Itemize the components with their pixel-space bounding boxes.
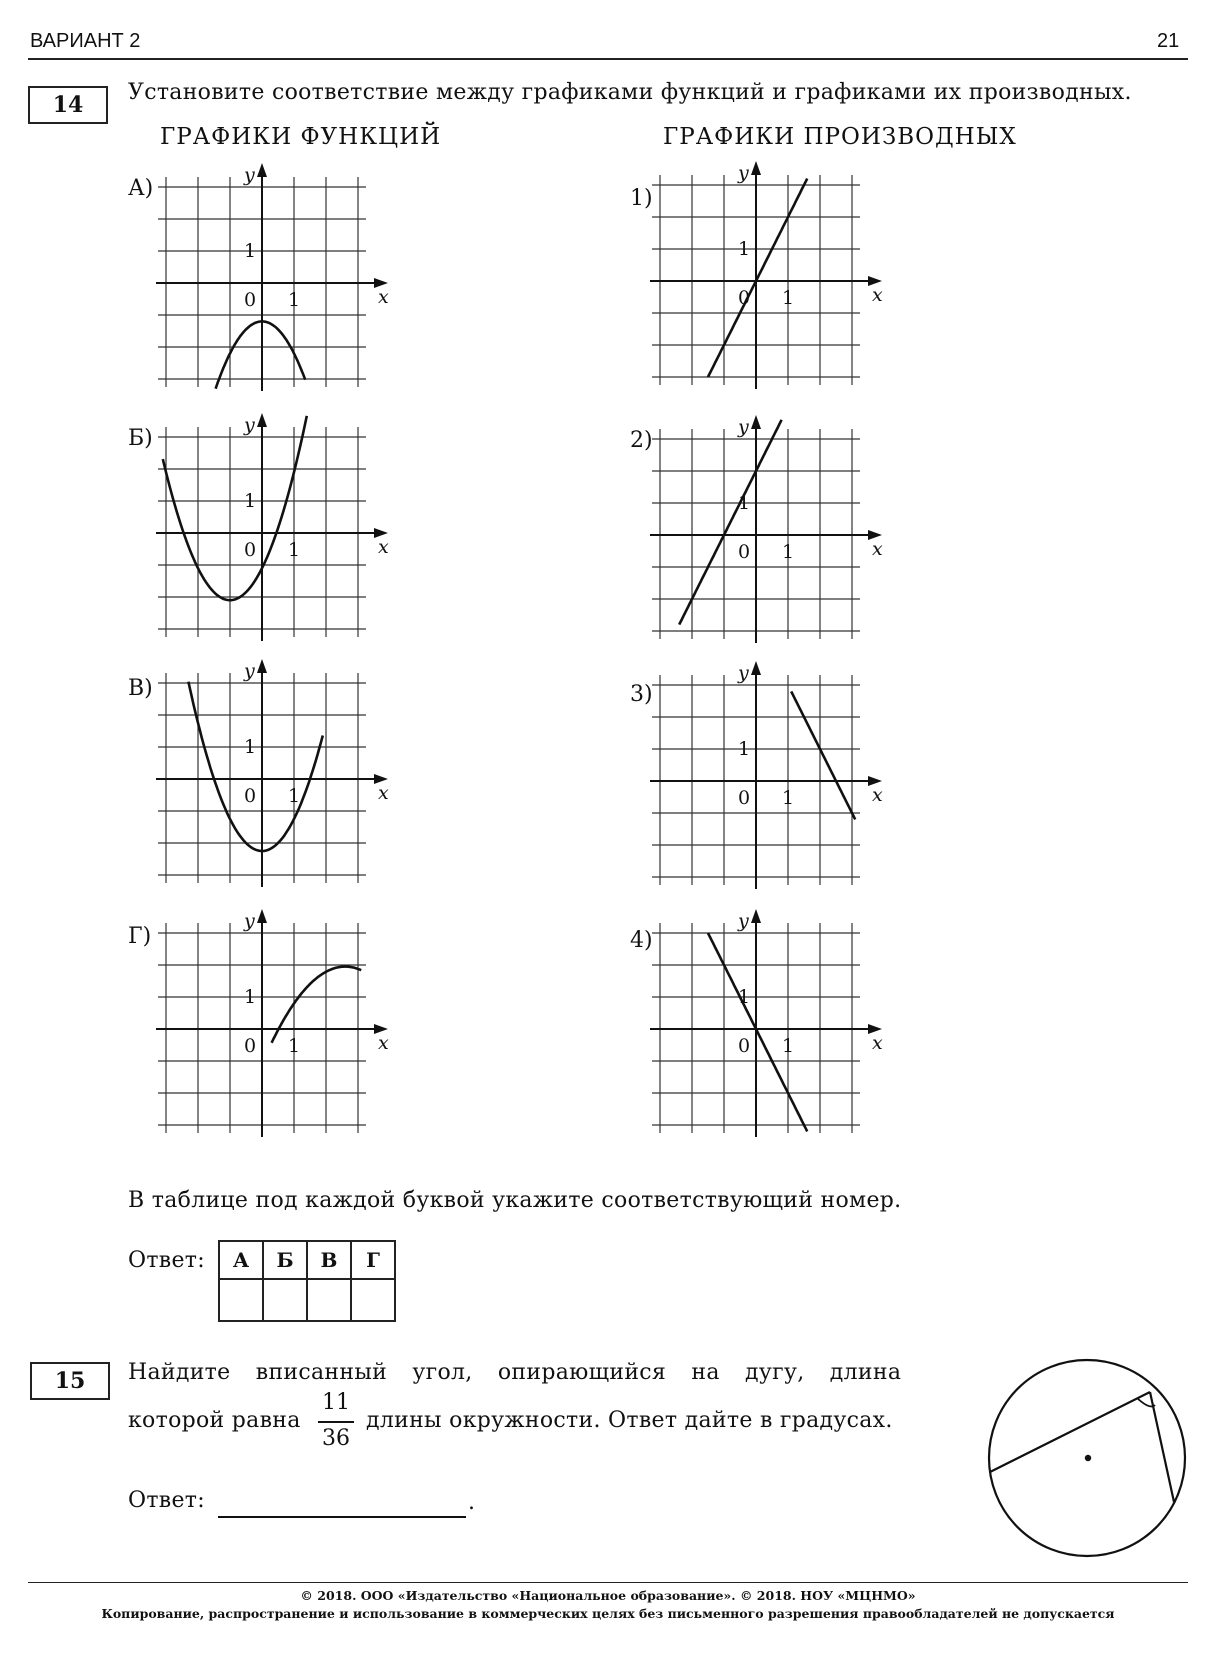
circle-center-dot bbox=[1085, 1455, 1091, 1461]
fraction-denominator: 36 bbox=[322, 1426, 350, 1451]
page-number: 21 bbox=[1157, 30, 1180, 52]
y-tick-label-one: 1 bbox=[244, 986, 257, 1008]
y-tick-label-one: 1 bbox=[738, 738, 751, 760]
y-tick-label-one: 1 bbox=[244, 240, 257, 262]
y-axis-label: y bbox=[244, 414, 255, 436]
graph-derivative-3 bbox=[656, 662, 896, 898]
y-axis-label: y bbox=[738, 662, 749, 684]
task15-answer-field[interactable] bbox=[218, 1514, 466, 1518]
origin-label: 0 bbox=[738, 541, 751, 563]
derivative-label-1: 1) bbox=[630, 186, 653, 211]
function-curve bbox=[791, 691, 855, 819]
origin-label: 0 bbox=[244, 1035, 257, 1057]
x-tick-label-one: 1 bbox=[288, 785, 301, 807]
function-label-a: А) bbox=[128, 176, 154, 201]
y-tick-label-one: 1 bbox=[738, 492, 751, 514]
answer-table-header-a: А bbox=[219, 1241, 263, 1279]
derivative-label-3: 3) bbox=[630, 682, 653, 707]
function-curve bbox=[708, 179, 807, 377]
x-tick-label-one: 1 bbox=[288, 1035, 301, 1057]
answer-table-header-b: Б bbox=[263, 1241, 307, 1279]
task15-text-line2-after: длины окружности. Ответ дайте в градусах. bbox=[366, 1408, 893, 1433]
task15-answer-label: Ответ: bbox=[128, 1488, 205, 1513]
origin-label: 0 bbox=[738, 1035, 751, 1057]
graph-derivative-1 bbox=[656, 162, 896, 398]
y-axis-label: y bbox=[738, 162, 749, 184]
graph-function-b bbox=[162, 414, 402, 650]
x-tick-label-one: 1 bbox=[782, 787, 795, 809]
origin-label: 0 bbox=[738, 287, 751, 309]
x-tick-label-one: 1 bbox=[782, 541, 795, 563]
y-axis-label: y bbox=[738, 910, 749, 932]
answer-table-header-g: Г bbox=[351, 1241, 395, 1279]
task14-prompt: Установите соответствие между графиками функций и графиками их производных. bbox=[128, 80, 1132, 105]
answer-table-header-v: В bbox=[307, 1241, 351, 1279]
x-axis-label: x bbox=[378, 536, 389, 558]
y-axis-label: y bbox=[244, 660, 255, 682]
origin-label: 0 bbox=[244, 539, 257, 561]
y-axis-arrow bbox=[751, 909, 761, 923]
x-axis-label: x bbox=[378, 1032, 389, 1054]
variant-label: ВАРИАНТ 2 bbox=[30, 30, 141, 52]
answer-cell-a[interactable] bbox=[219, 1279, 263, 1321]
task15-text-line1: Найдите вписанный угол, опирающийся на дугу, длина bbox=[128, 1360, 902, 1385]
function-curve bbox=[188, 682, 322, 851]
task14-instruction: В таблице под каждой буквой укажите соответствующий номер. bbox=[128, 1188, 902, 1213]
origin-label: 0 bbox=[738, 787, 751, 809]
function-label-v: В) bbox=[128, 676, 153, 701]
inscribed-angle-figure bbox=[982, 1358, 1192, 1568]
origin-label: 0 bbox=[244, 785, 257, 807]
fraction-numerator: 11 bbox=[322, 1390, 350, 1415]
y-axis-arrow bbox=[257, 659, 267, 673]
graph-function-g bbox=[162, 910, 402, 1146]
answer-cell-b[interactable] bbox=[263, 1279, 307, 1321]
answer-table bbox=[218, 1240, 396, 1322]
task15-text-line2-before: которой равна bbox=[128, 1408, 301, 1433]
derivative-label-2: 2) bbox=[630, 428, 653, 453]
function-curve bbox=[679, 420, 781, 625]
x-axis-label: x bbox=[872, 538, 883, 560]
y-tick-label-one: 1 bbox=[244, 490, 257, 512]
graph-derivative-2 bbox=[656, 416, 896, 652]
y-axis-label: y bbox=[244, 910, 255, 932]
y-tick-label-one: 1 bbox=[738, 238, 751, 260]
task14-answer-label: Ответ: bbox=[128, 1248, 205, 1273]
x-axis-label: x bbox=[872, 284, 883, 306]
graph-derivative-4 bbox=[656, 910, 896, 1146]
task15-answer-period: . bbox=[468, 1490, 476, 1515]
y-axis-label: y bbox=[244, 164, 255, 186]
graph-function-a bbox=[162, 164, 402, 400]
derivatives-heading: ГРАФИКИ ПРОИЗВОДНЫХ bbox=[663, 124, 1017, 150]
x-tick-label-one: 1 bbox=[782, 287, 795, 309]
function-label-g: Г) bbox=[128, 924, 152, 949]
fraction-bar bbox=[318, 1421, 354, 1423]
x-axis-label: x bbox=[378, 782, 389, 804]
footer-rule bbox=[28, 1582, 1188, 1583]
x-axis-label: x bbox=[872, 1032, 883, 1054]
footer-copyright: © 2018. ООО «Издательство «Национальное образование». © 2018. НОУ «МЦНМО» bbox=[300, 1588, 916, 1603]
task15-number-box: 15 bbox=[30, 1362, 110, 1400]
footer-notice: Копирование, распространение и использование в коммерческих целях без письменного разрешения правообладателей не допускается bbox=[101, 1606, 1115, 1621]
function-curve bbox=[708, 933, 807, 1131]
task14-number-box: 14 bbox=[28, 86, 108, 124]
header-rule bbox=[28, 58, 1188, 60]
graph-function-v bbox=[162, 660, 402, 896]
x-tick-label-one: 1 bbox=[782, 1035, 795, 1057]
x-tick-label-one: 1 bbox=[288, 289, 301, 311]
y-axis-arrow bbox=[751, 661, 761, 675]
function-curve bbox=[163, 416, 307, 600]
answer-cell-v[interactable] bbox=[307, 1279, 351, 1321]
y-axis-label: y bbox=[738, 416, 749, 438]
answer-cell-g[interactable] bbox=[351, 1279, 395, 1321]
function-curve bbox=[272, 967, 362, 1043]
y-tick-label-one: 1 bbox=[738, 986, 751, 1008]
function-label-b: Б) bbox=[128, 426, 153, 451]
origin-label: 0 bbox=[244, 289, 257, 311]
y-axis-arrow bbox=[257, 909, 267, 923]
y-tick-label-one: 1 bbox=[244, 736, 257, 758]
functions-heading: ГРАФИКИ ФУНКЦИЙ bbox=[160, 124, 442, 150]
x-tick-label-one: 1 bbox=[288, 539, 301, 561]
y-axis-arrow bbox=[751, 161, 761, 175]
x-axis-label: x bbox=[378, 286, 389, 308]
y-axis-arrow bbox=[751, 415, 761, 429]
chord-long bbox=[990, 1392, 1150, 1472]
x-axis-label: x bbox=[872, 784, 883, 806]
y-axis-arrow bbox=[257, 413, 267, 427]
y-axis-arrow bbox=[257, 163, 267, 177]
derivative-label-4: 4) bbox=[630, 928, 653, 953]
